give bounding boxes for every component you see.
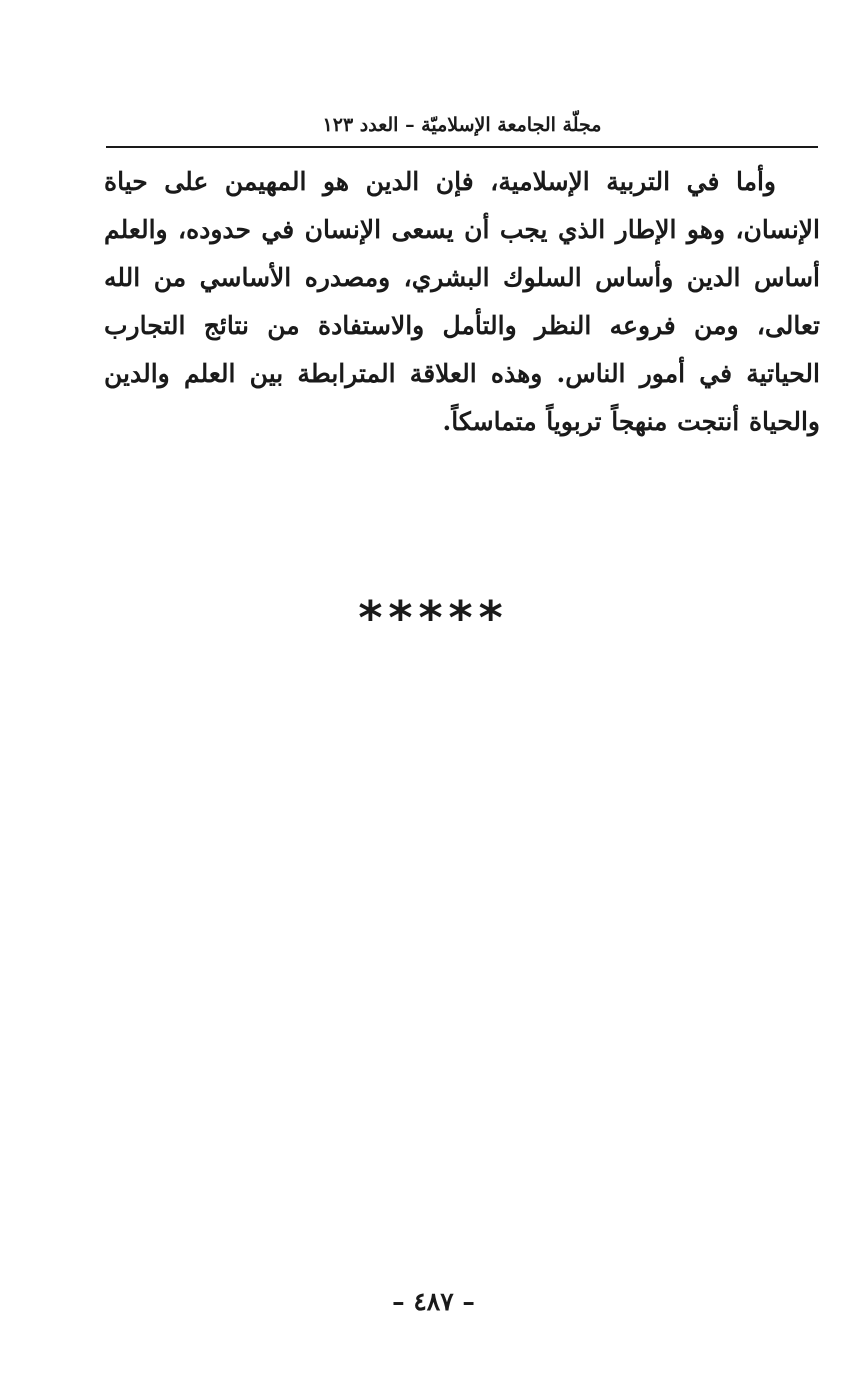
page-number: – ٤٨٧ – (392, 1287, 475, 1316)
running-header: مجلّة الجامعة الإسلاميّة – العدد ١٢٣ (322, 114, 602, 136)
body-paragraph: وأما في التربية الإسلامية، فإن الدين هو المهيمن على حياة الإنسان، وهو الإطار الذي يجب أن يسعى الإنسان في حدوده، والعلم أساس الدين وأساس السلوك البشري، ومصدره الأساسي من الله تعالى، ومن فروعه النظر والتأمل والاستفادة من نتائج التجارب الحياتية في أمور الناس. وهذه العلاقة المترابطة بين العلم والدين والحياة أنتجت منهجاً تربوياً متماسكاً. (104, 167, 820, 436)
header-divider (106, 146, 818, 148)
section-separator: ***** (358, 591, 509, 645)
